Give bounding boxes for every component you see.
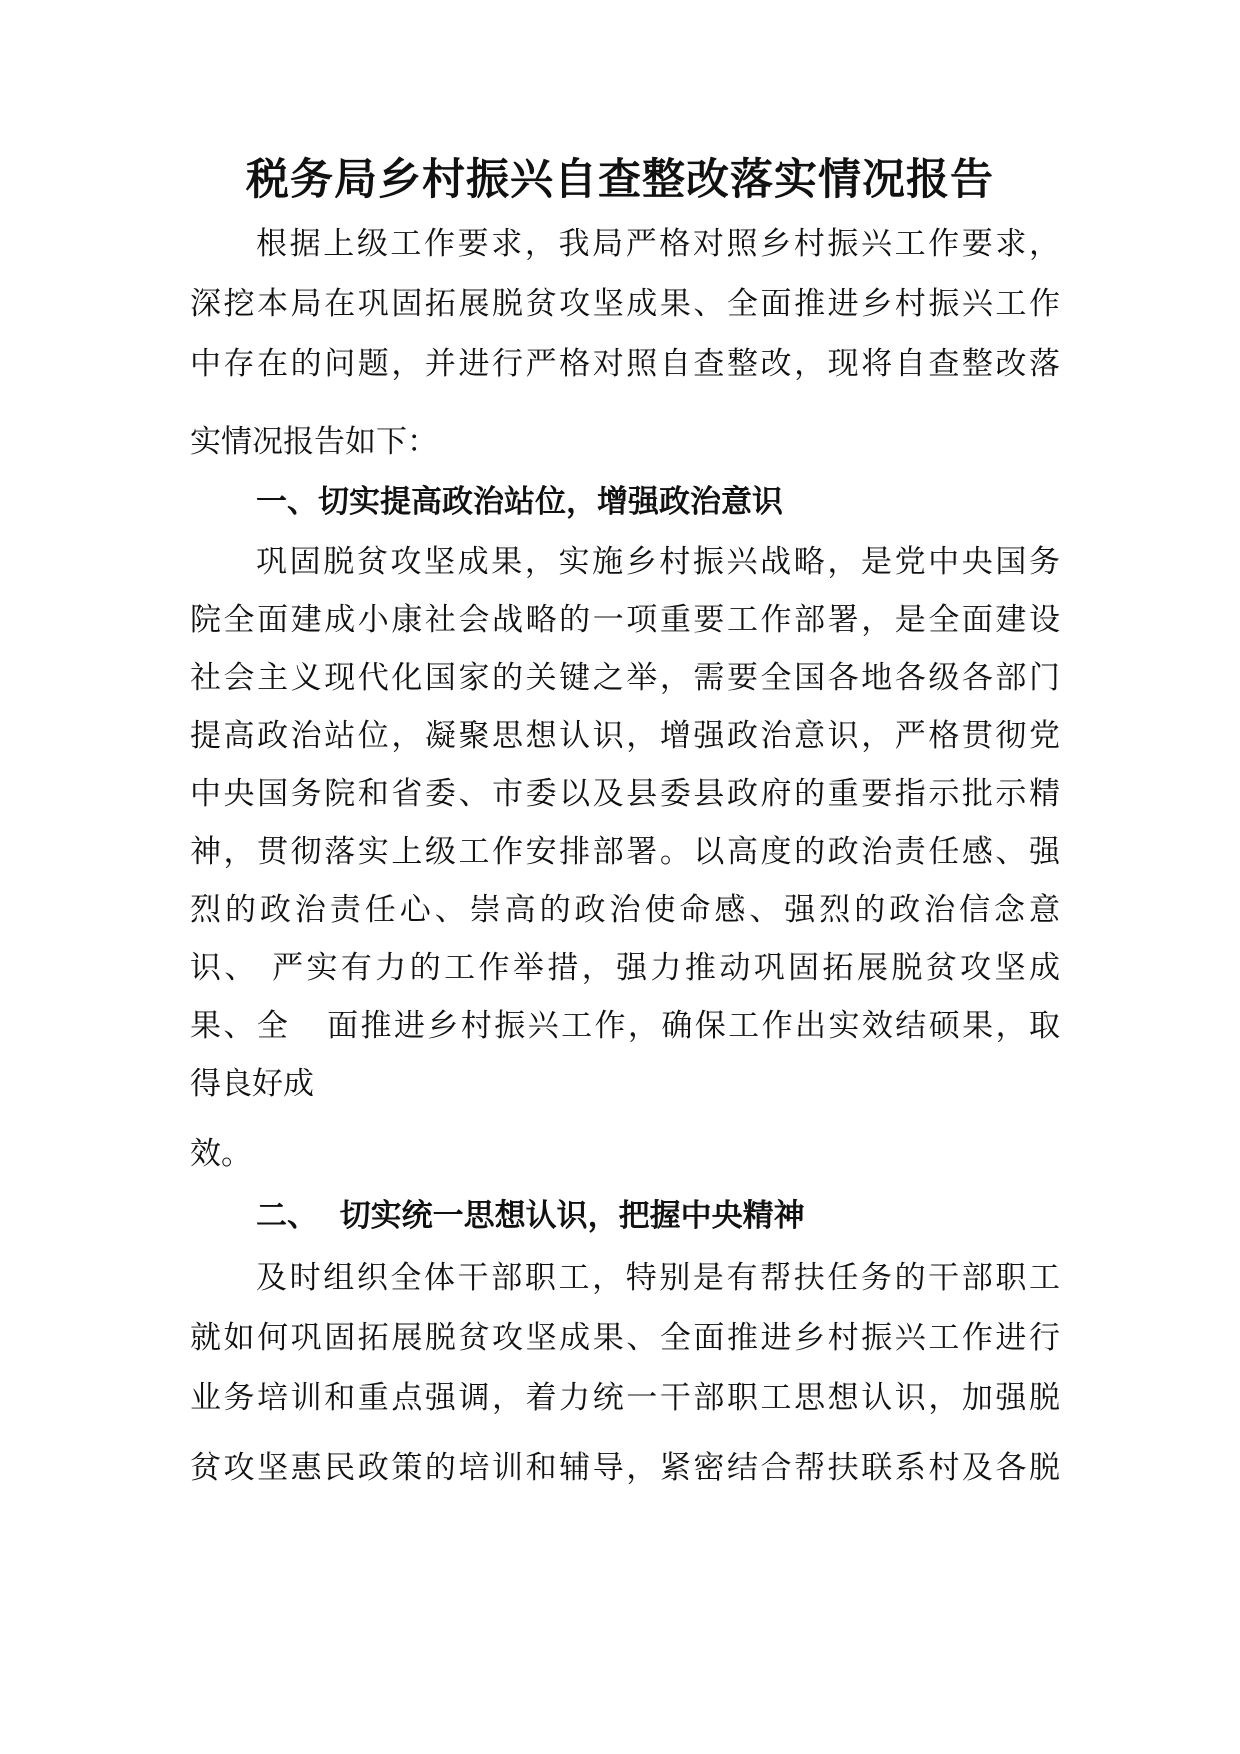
document-title: 税务局乡村振兴自查整改落实情况报告 [246, 155, 994, 205]
section-2-line-1: 及时组织全体干部职工，特别是有帮扶任务的干部职工 [256, 1260, 1060, 1296]
intro-line-1: 根据上级工作要求，我局严格对照乡村振兴工作要求， [256, 226, 1060, 262]
section-2-line-2: 就如何巩固拓展脱贫攻坚成果、全面推进乡村振兴工作进行 [190, 1320, 1060, 1356]
intro-line-3: 中存在的问题，并进行严格对照自查整改，现将自查整改落 [190, 346, 1060, 382]
section-1-line-11: 效。 [190, 1136, 252, 1172]
section-1-line-6: 神，贯彻落实上级工作安排部署。以高度的政治责任感、强 [190, 834, 1060, 870]
intro-line-2: 深挖本局在巩固拓展脱贫攻坚成果、全面推进乡村振兴工作 [190, 286, 1060, 322]
section-1-line-5: 中央国务院和省委、市委以及县委县政府的重要指示批示精 [190, 776, 1060, 812]
section-1-line-7: 烈的政治责任心、崇高的政治使命感、强烈的政治信念意 [190, 892, 1060, 928]
section-1-line-3: 社会主义现代化国家的关键之举，需要全国各地各级各部门 [190, 660, 1060, 696]
section-1-line-8: 识、 严实有力的工作举措，强力推动巩固拓展脱贫攻坚成 [190, 950, 1060, 986]
section-1-line-1: 巩固脱贫攻坚成果，实施乡村振兴战略，是党中央国务 [256, 544, 1060, 580]
intro-line-4: 实情况报告如下： [190, 424, 438, 460]
section-2-heading: 二、 切实统一思想认识，把握中央精神 [256, 1198, 805, 1234]
section-1-heading: 一、切实提高政治站位，增强政治意识 [256, 484, 783, 520]
section-1-line-9: 果、全 面推进乡村振兴工作，确保工作出实效结硕果，取 [190, 1008, 1060, 1044]
section-1-line-10: 得良好成 [190, 1066, 314, 1102]
section-1-line-2: 院全面建成小康社会战略的一项重要工作部署，是全面建设 [190, 602, 1060, 638]
section-2-line-4: 贫攻坚惠民政策的培训和辅导，紧密结合帮扶联系村及各脱 [190, 1450, 1060, 1486]
section-2-line-3: 业务培训和重点强调，着力统一干部职工思想认识，加强脱 [190, 1380, 1060, 1416]
section-1-line-4: 提高政治站位，凝聚思想认识，增强政治意识，严格贯彻党 [190, 718, 1060, 754]
